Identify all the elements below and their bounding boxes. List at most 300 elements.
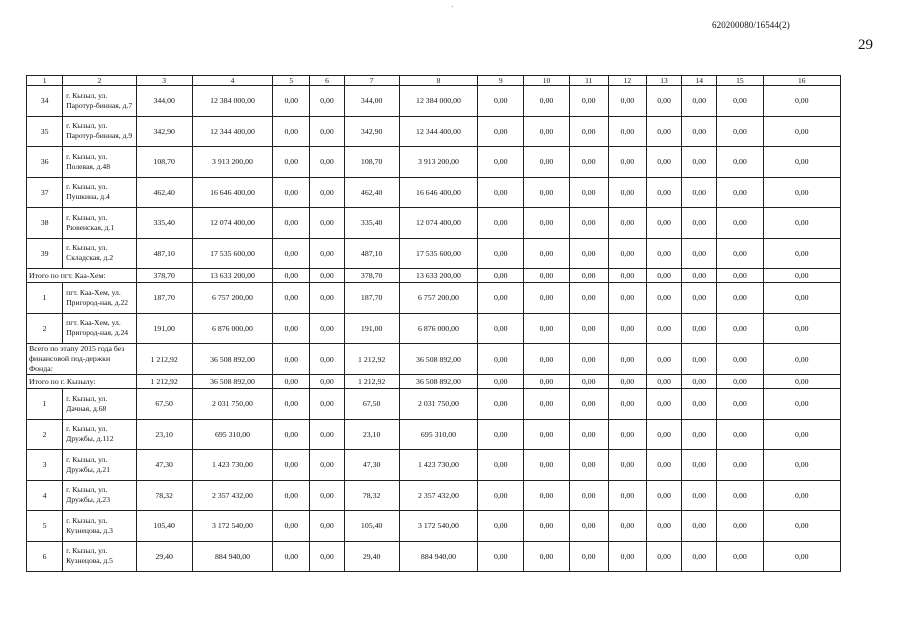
value-cell: 29,40 (344, 541, 399, 572)
value-cell: 0,00 (273, 208, 310, 239)
value-cell: 0,00 (310, 177, 344, 208)
table-row (27, 283, 841, 314)
table-row (27, 541, 841, 572)
table-row (27, 177, 841, 208)
value-cell: 0,00 (569, 480, 608, 511)
value-cell: 0,00 (273, 116, 310, 147)
document-id: 620200080/16544(2) (712, 20, 790, 30)
value-cell: 0,00 (524, 116, 569, 147)
table-row (27, 86, 841, 117)
value-cell: 0,00 (569, 238, 608, 269)
value-cell: 0,00 (524, 283, 569, 314)
value-cell: 0,00 (608, 511, 646, 542)
value-cell: 0,00 (273, 344, 310, 375)
value-cell: 0,00 (717, 375, 763, 389)
value-cell: 0,00 (478, 86, 524, 117)
total-row (27, 269, 841, 283)
page-number: 29 (858, 37, 873, 53)
value-cell: 0,00 (569, 389, 608, 420)
value-cell: 3 913 200,00 (399, 147, 477, 178)
value-cell: 0,00 (682, 313, 717, 344)
value-cell: 0,00 (763, 450, 840, 481)
value-cell: 0,00 (310, 480, 344, 511)
value-cell: 0,00 (608, 238, 646, 269)
value-cell: 0,00 (478, 177, 524, 208)
row-number: 5 (27, 511, 63, 542)
value-cell: 0,00 (569, 419, 608, 450)
value-cell: 462,40 (136, 177, 192, 208)
value-cell: 344,00 (344, 86, 399, 117)
value-cell: 0,00 (717, 541, 763, 572)
column-number: 1 (27, 76, 63, 86)
column-number: 13 (646, 76, 681, 86)
value-cell: 0,00 (763, 86, 840, 117)
value-cell: 0,00 (608, 389, 646, 420)
value-cell: 0,00 (524, 86, 569, 117)
value-cell: 0,00 (608, 116, 646, 147)
value-cell: 0,00 (608, 375, 646, 389)
address-cell: г. Кызыл, ул. Кузнецова, д.5 (63, 541, 136, 572)
row-number: 2 (27, 419, 63, 450)
value-cell: 36 508 892,00 (192, 375, 272, 389)
value-cell: 0,00 (608, 147, 646, 178)
value-cell: 0,00 (608, 283, 646, 314)
value-cell: 12 344 400,00 (192, 116, 272, 147)
value-cell: 108,70 (344, 147, 399, 178)
value-cell: 23,10 (136, 419, 192, 450)
table-row (27, 389, 841, 420)
value-cell: 67,50 (136, 389, 192, 420)
value-cell: 0,00 (273, 86, 310, 117)
total-label: Всего по этапу 2015 года без финансовой под-держки Фонда: (27, 344, 137, 375)
value-cell: 0,00 (569, 177, 608, 208)
value-cell: 462,40 (344, 177, 399, 208)
address-cell: г. Кызыл, ул. Полевая, д.48 (63, 147, 136, 178)
value-cell: 0,00 (763, 283, 840, 314)
value-cell: 342,90 (136, 116, 192, 147)
value-cell: 1 212,92 (136, 375, 192, 389)
value-cell: 12 344 400,00 (399, 116, 477, 147)
address-cell: пгт. Каа-Хем, ул. Пригород-ная, д.24 (63, 313, 136, 344)
row-number: 36 (27, 147, 63, 178)
value-cell: 0,00 (646, 238, 681, 269)
value-cell: 884 940,00 (192, 541, 272, 572)
address-cell: г. Кызыл, ул. Дружбы, д.112 (63, 419, 136, 450)
column-number: 2 (63, 76, 136, 86)
column-number: 16 (763, 76, 840, 86)
total-label: Итого по г. Кызылу: (27, 375, 137, 389)
address-cell: г. Кызыл, ул. Дружбы, д.23 (63, 480, 136, 511)
value-cell: 47,30 (344, 450, 399, 481)
row-number: 34 (27, 86, 63, 117)
value-cell: 487,10 (344, 238, 399, 269)
value-cell: 78,32 (136, 480, 192, 511)
value-cell: 0,00 (608, 269, 646, 283)
value-cell: 0,00 (763, 389, 840, 420)
table-row (27, 238, 841, 269)
scan-speck (452, 6, 453, 7)
value-cell: 0,00 (524, 450, 569, 481)
value-cell: 0,00 (310, 344, 344, 375)
row-number: 4 (27, 480, 63, 511)
value-cell: 0,00 (646, 511, 681, 542)
total-label: Итого по пгт. Каа-Хем: (27, 269, 137, 283)
row-number: 2 (27, 313, 63, 344)
value-cell: 105,40 (136, 511, 192, 542)
value-cell: 0,00 (310, 313, 344, 344)
value-cell: 0,00 (608, 177, 646, 208)
value-cell: 0,00 (682, 177, 717, 208)
value-cell: 0,00 (608, 313, 646, 344)
value-cell: 0,00 (524, 147, 569, 178)
row-number: 6 (27, 541, 63, 572)
value-cell: 16 646 400,00 (192, 177, 272, 208)
value-cell: 0,00 (310, 116, 344, 147)
value-cell: 0,00 (682, 375, 717, 389)
value-cell: 0,00 (273, 389, 310, 420)
address-cell: г. Кызыл, ул. Пушкина, д.4 (63, 177, 136, 208)
value-cell: 0,00 (273, 283, 310, 314)
row-number: 39 (27, 238, 63, 269)
value-cell: 0,00 (478, 480, 524, 511)
value-cell: 0,00 (569, 269, 608, 283)
value-cell: 0,00 (524, 541, 569, 572)
column-number: 9 (478, 76, 524, 86)
value-cell: 378,70 (344, 269, 399, 283)
value-cell: 0,00 (478, 283, 524, 314)
table-row (27, 147, 841, 178)
value-cell: 344,00 (136, 86, 192, 117)
value-cell: 0,00 (478, 116, 524, 147)
value-cell: 0,00 (569, 511, 608, 542)
value-cell: 6 757 200,00 (399, 283, 477, 314)
value-cell: 0,00 (569, 208, 608, 239)
value-cell: 0,00 (646, 269, 681, 283)
address-cell: г. Кызыл, ул. Кузнецова, д.3 (63, 511, 136, 542)
address-cell: г. Кызыл, ул. Дружбы, д.21 (63, 450, 136, 481)
value-cell: 0,00 (478, 208, 524, 239)
value-cell: 0,00 (273, 147, 310, 178)
column-number: 8 (399, 76, 477, 86)
value-cell: 29,40 (136, 541, 192, 572)
value-cell: 0,00 (682, 419, 717, 450)
value-cell: 0,00 (478, 511, 524, 542)
value-cell: 2 357 432,00 (399, 480, 477, 511)
value-cell: 0,00 (646, 116, 681, 147)
value-cell: 0,00 (717, 86, 763, 117)
value-cell: 0,00 (717, 313, 763, 344)
value-cell: 36 508 892,00 (399, 375, 477, 389)
value-cell: 0,00 (646, 419, 681, 450)
column-number: 7 (344, 76, 399, 86)
value-cell: 0,00 (569, 541, 608, 572)
column-number: 10 (524, 76, 569, 86)
row-number: 1 (27, 283, 63, 314)
column-number: 11 (569, 76, 608, 86)
value-cell: 0,00 (763, 480, 840, 511)
value-cell: 0,00 (478, 238, 524, 269)
value-cell: 0,00 (310, 147, 344, 178)
value-cell: 0,00 (569, 147, 608, 178)
value-cell: 0,00 (763, 238, 840, 269)
value-cell: 0,00 (310, 419, 344, 450)
address-cell: г. Кызыл, ул. Складская, д.2 (63, 238, 136, 269)
value-cell: 36 508 892,00 (192, 344, 272, 375)
column-number: 3 (136, 76, 192, 86)
value-cell: 0,00 (273, 177, 310, 208)
value-cell: 0,00 (524, 177, 569, 208)
value-cell: 0,00 (478, 313, 524, 344)
value-cell: 17 535 600,00 (399, 238, 477, 269)
value-cell: 0,00 (273, 419, 310, 450)
value-cell: 0,00 (310, 86, 344, 117)
table-row (27, 511, 841, 542)
value-cell: 36 508 892,00 (399, 344, 477, 375)
value-cell: 0,00 (763, 116, 840, 147)
value-cell: 0,00 (524, 238, 569, 269)
address-cell: пгт. Каа-Хем, ул. Пригород-ная, д.22 (63, 283, 136, 314)
table-row (27, 208, 841, 239)
value-cell: 884 940,00 (399, 541, 477, 572)
value-cell: 0,00 (763, 147, 840, 178)
column-number: 14 (682, 76, 717, 86)
value-cell: 0,00 (273, 269, 310, 283)
value-cell: 0,00 (682, 480, 717, 511)
value-cell: 0,00 (763, 208, 840, 239)
value-cell: 12 074 400,00 (192, 208, 272, 239)
value-cell: 695 310,00 (192, 419, 272, 450)
value-cell: 0,00 (682, 269, 717, 283)
value-cell: 0,00 (524, 375, 569, 389)
table-row (27, 116, 841, 147)
value-cell: 0,00 (524, 419, 569, 450)
value-cell: 17 535 600,00 (192, 238, 272, 269)
value-cell: 0,00 (682, 86, 717, 117)
value-cell: 6 876 000,00 (192, 313, 272, 344)
value-cell: 187,70 (136, 283, 192, 314)
value-cell: 0,00 (763, 313, 840, 344)
value-cell: 0,00 (478, 450, 524, 481)
value-cell: 3 913 200,00 (192, 147, 272, 178)
value-cell: 105,40 (344, 511, 399, 542)
value-cell: 0,00 (682, 389, 717, 420)
value-cell: 0,00 (763, 419, 840, 450)
value-cell: 0,00 (763, 375, 840, 389)
data-table (26, 75, 841, 572)
value-cell: 0,00 (273, 313, 310, 344)
value-cell: 0,00 (608, 480, 646, 511)
value-cell: 23,10 (344, 419, 399, 450)
value-cell: 0,00 (524, 269, 569, 283)
value-cell: 0,00 (717, 177, 763, 208)
value-cell: 3 172 540,00 (192, 511, 272, 542)
value-cell: 2 031 750,00 (399, 389, 477, 420)
row-number: 35 (27, 116, 63, 147)
value-cell: 0,00 (608, 86, 646, 117)
value-cell: 67,50 (344, 389, 399, 420)
value-cell: 0,00 (478, 375, 524, 389)
value-cell: 0,00 (682, 116, 717, 147)
value-cell: 0,00 (524, 313, 569, 344)
value-cell: 0,00 (608, 419, 646, 450)
value-cell: 0,00 (273, 511, 310, 542)
value-cell: 13 633 200,00 (399, 269, 477, 283)
value-cell: 0,00 (524, 389, 569, 420)
value-cell: 0,00 (682, 238, 717, 269)
value-cell: 0,00 (569, 116, 608, 147)
value-cell: 0,00 (646, 480, 681, 511)
value-cell: 187,70 (344, 283, 399, 314)
value-cell: 0,00 (646, 86, 681, 117)
table-row (27, 419, 841, 450)
value-cell: 0,00 (273, 450, 310, 481)
value-cell: 1 423 730,00 (192, 450, 272, 481)
address-cell: г. Кызыл, ул. Дачная, д.68 (63, 389, 136, 420)
row-number: 37 (27, 177, 63, 208)
value-cell: 6 876 000,00 (399, 313, 477, 344)
value-cell: 0,00 (478, 541, 524, 572)
column-number-row (27, 76, 841, 86)
address-cell: г. Кызыл, ул. Рювенская, д.1 (63, 208, 136, 239)
column-number: 15 (717, 76, 763, 86)
value-cell: 0,00 (682, 511, 717, 542)
value-cell: 0,00 (310, 375, 344, 389)
value-cell: 0,00 (717, 450, 763, 481)
value-cell: 0,00 (478, 344, 524, 375)
value-cell: 0,00 (273, 238, 310, 269)
value-cell: 1 212,92 (344, 375, 399, 389)
value-cell: 0,00 (682, 450, 717, 481)
value-cell: 0,00 (608, 450, 646, 481)
value-cell: 0,00 (646, 541, 681, 572)
value-cell: 0,00 (717, 208, 763, 239)
row-number: 1 (27, 389, 63, 420)
table-row (27, 313, 841, 344)
value-cell: 3 172 540,00 (399, 511, 477, 542)
value-cell: 1 212,92 (136, 344, 192, 375)
total-row (27, 344, 841, 375)
row-number: 38 (27, 208, 63, 239)
value-cell: 191,00 (344, 313, 399, 344)
value-cell: 0,00 (646, 177, 681, 208)
address-cell: г. Кызыл, ул. Паротур-бинная, д.7 (63, 86, 136, 117)
value-cell: 6 757 200,00 (192, 283, 272, 314)
value-cell: 0,00 (524, 480, 569, 511)
value-cell: 0,00 (273, 541, 310, 572)
value-cell: 0,00 (763, 511, 840, 542)
value-cell: 78,32 (344, 480, 399, 511)
value-cell: 0,00 (310, 450, 344, 481)
value-cell: 335,40 (136, 208, 192, 239)
value-cell: 0,00 (569, 344, 608, 375)
value-cell: 0,00 (524, 344, 569, 375)
value-cell: 0,00 (682, 208, 717, 239)
value-cell: 13 633 200,00 (192, 269, 272, 283)
value-cell: 0,00 (646, 389, 681, 420)
value-cell: 0,00 (646, 283, 681, 314)
value-cell: 0,00 (717, 269, 763, 283)
value-cell: 0,00 (646, 344, 681, 375)
value-cell: 191,00 (136, 313, 192, 344)
value-cell: 0,00 (569, 86, 608, 117)
value-cell: 0,00 (763, 541, 840, 572)
value-cell: 0,00 (608, 541, 646, 572)
value-cell: 0,00 (682, 283, 717, 314)
total-row (27, 375, 841, 389)
value-cell: 0,00 (646, 208, 681, 239)
value-cell: 0,00 (646, 313, 681, 344)
value-cell: 487,10 (136, 238, 192, 269)
value-cell: 0,00 (310, 238, 344, 269)
value-cell: 1 423 730,00 (399, 450, 477, 481)
value-cell: 0,00 (717, 389, 763, 420)
value-cell: 0,00 (569, 313, 608, 344)
column-number: 6 (310, 76, 344, 86)
column-number: 12 (608, 76, 646, 86)
column-number: 5 (273, 76, 310, 86)
value-cell: 0,00 (717, 147, 763, 178)
value-cell: 695 310,00 (399, 419, 477, 450)
value-cell: 0,00 (763, 344, 840, 375)
value-cell: 0,00 (569, 283, 608, 314)
row-number: 3 (27, 450, 63, 481)
value-cell: 0,00 (524, 511, 569, 542)
value-cell: 0,00 (646, 147, 681, 178)
value-cell: 0,00 (717, 344, 763, 375)
value-cell: 0,00 (682, 344, 717, 375)
table-row (27, 450, 841, 481)
value-cell: 2 031 750,00 (192, 389, 272, 420)
value-cell: 0,00 (310, 208, 344, 239)
value-cell: 0,00 (646, 375, 681, 389)
value-cell: 16 646 400,00 (399, 177, 477, 208)
address-cell: г. Кызыл, ул. Паротур-бинная, д.9 (63, 116, 136, 147)
value-cell: 0,00 (608, 208, 646, 239)
value-cell: 0,00 (569, 375, 608, 389)
value-cell: 0,00 (682, 147, 717, 178)
value-cell: 0,00 (273, 375, 310, 389)
value-cell: 0,00 (682, 541, 717, 572)
value-cell: 0,00 (717, 419, 763, 450)
value-cell: 335,40 (344, 208, 399, 239)
value-cell: 0,00 (478, 147, 524, 178)
value-cell: 0,00 (717, 480, 763, 511)
value-cell: 0,00 (569, 450, 608, 481)
value-cell: 0,00 (310, 541, 344, 572)
value-cell: 12 384 000,00 (192, 86, 272, 117)
value-cell: 108,70 (136, 147, 192, 178)
value-cell: 342,90 (344, 116, 399, 147)
value-cell: 0,00 (763, 269, 840, 283)
value-cell: 2 357 432,00 (192, 480, 272, 511)
value-cell: 1 212,92 (344, 344, 399, 375)
column-number: 4 (192, 76, 272, 86)
value-cell: 0,00 (478, 419, 524, 450)
value-cell: 0,00 (524, 208, 569, 239)
value-cell: 47,30 (136, 450, 192, 481)
value-cell: 0,00 (478, 389, 524, 420)
value-cell: 0,00 (273, 480, 310, 511)
value-cell: 0,00 (608, 344, 646, 375)
value-cell: 0,00 (717, 238, 763, 269)
value-cell: 0,00 (310, 283, 344, 314)
value-cell: 0,00 (646, 450, 681, 481)
value-cell: 0,00 (717, 283, 763, 314)
value-cell: 0,00 (763, 177, 840, 208)
value-cell: 12 384 000,00 (399, 86, 477, 117)
value-cell: 0,00 (310, 389, 344, 420)
value-cell: 378,70 (136, 269, 192, 283)
